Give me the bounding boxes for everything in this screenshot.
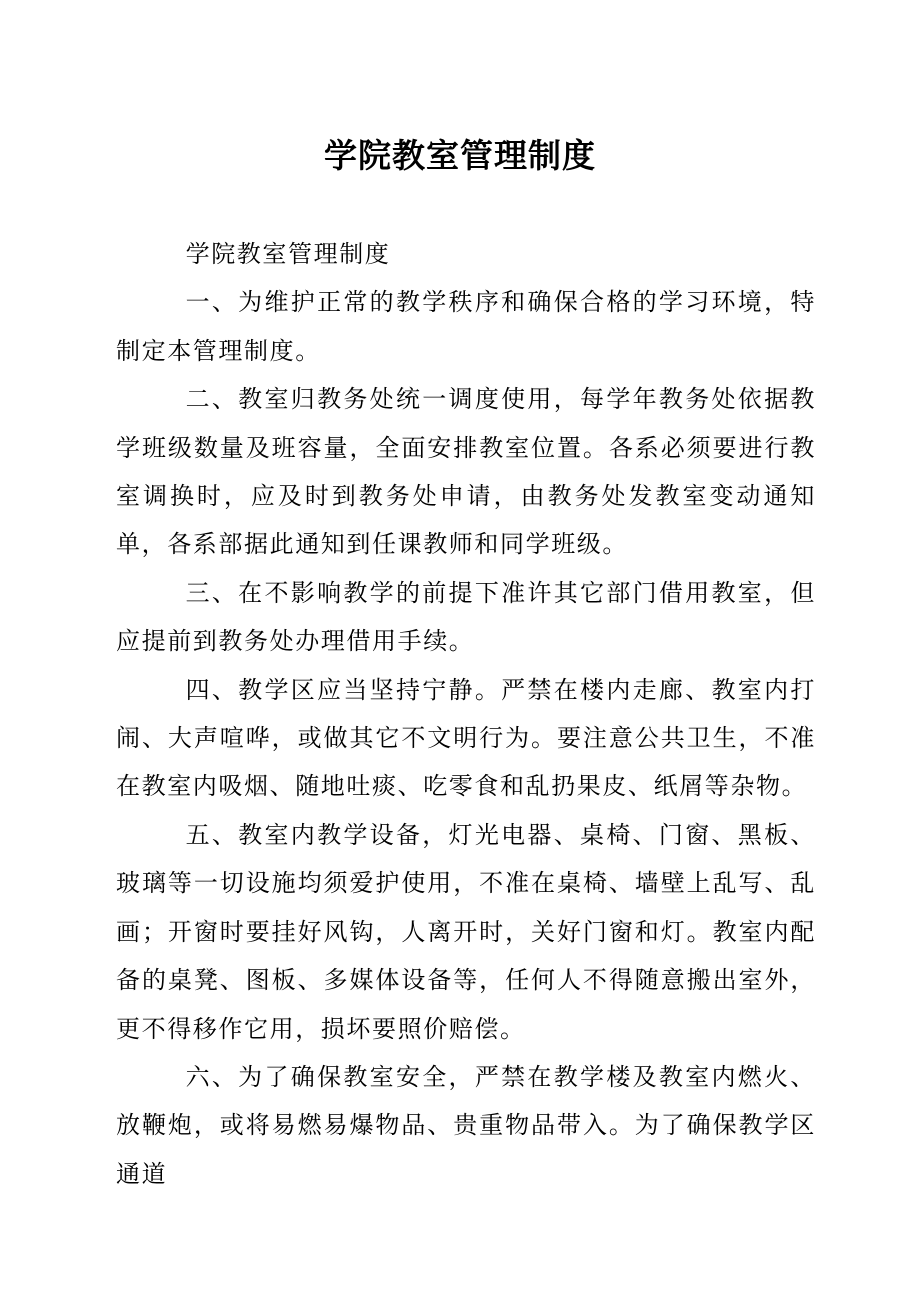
document-body	[116, 230, 816, 1198]
paragraph-subtitle: 学院教室管理制度	[185, 240, 391, 268]
paragraph-article-2: 二、教室归教务处统一调度使用，每学年教务处依据教学班级数量及班容量，全面安排教室位置。各系必须要进行教室调换时，应及时到教务处申请，由教务处发教室变动通知单，各系部据此通知到任课教师和同学班级。	[116, 385, 816, 559]
paragraph-article-4: 四、教学区应当坚持宁静。严禁在楼内走廊、教室内打闹、大声喧哗，或做其它不文明行为。要注意公共卫生，不准在教室内吸烟、随地吐痰、吃零食和乱扔果皮、纸屑等杂物。	[116, 675, 816, 801]
paragraph-article-5: 五、教室内教学设备，灯光电器、桌椅、门窗、黑板、玻璃等一切设施均须爱护使用，不准在桌椅、墙壁上乱写、乱画；开窗时要挂好风钩，人离开时，关好门窗和灯。教室内配备的桌凳、图板、多媒体设备等，任何人不得随意搬出室外，更不得移作它用，损坏要照价赔偿。	[116, 820, 816, 1043]
document-title: 学院教室管理制度	[324, 136, 596, 175]
paragraph-article-3: 三、在不影响教学的前提下准许其它部门借用教室，但应提前到教务处办理借用手续。	[116, 578, 816, 656]
paragraph-article-1: 一、为维护正常的教学秩序和确保合格的学习环境，特制定本管理制度。	[116, 288, 816, 365]
paragraph-article-6: 六、为了确保教室安全，严禁在教学楼及教室内燃火、放鞭炮，或将易燃易爆物品、贵重物品带入。为了确保教学区通道	[116, 1062, 816, 1188]
